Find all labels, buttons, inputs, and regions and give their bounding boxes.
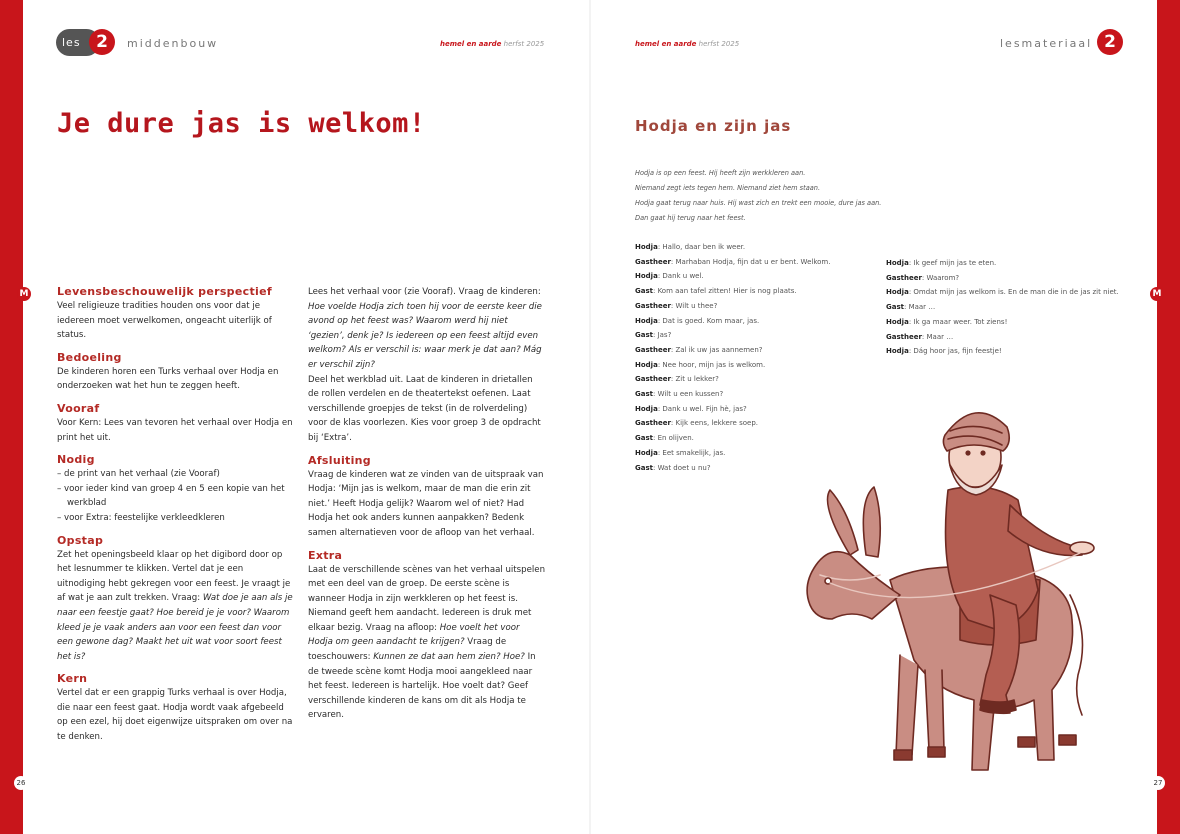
- list-item: – voor ieder kind van groep 4 en 5 een kopie van het werkblad: [57, 483, 285, 509]
- column-two: [308, 285, 546, 731]
- list-item: – voor Extra: feestelijke verkleedkleren: [57, 512, 225, 523]
- speaker-name: Gast: [635, 434, 653, 443]
- dialog-line: [635, 240, 875, 255]
- speaker-name: Hodja: [886, 317, 909, 326]
- read-story-text: [308, 285, 546, 373]
- opstap-text: [57, 548, 293, 665]
- lesson-number: 2: [89, 29, 115, 55]
- dialog-line: [635, 269, 875, 284]
- perspective-heading: Levensbeschouwelijk perspectief: [57, 285, 272, 298]
- dialog-line: [886, 271, 1136, 286]
- hodja-donkey-illustration: [770, 395, 1110, 775]
- speaker-line: : En olijven.: [652, 434, 694, 443]
- story-intro: [635, 166, 881, 226]
- speaker-name: Gast: [886, 303, 904, 312]
- intro-line: Niemand zegt iets tegen hem. Niemand ziet hem staan.: [635, 184, 821, 192]
- magazine-title: hemel en aarde: [440, 40, 502, 48]
- dialog-line: [886, 256, 1136, 271]
- goal-heading: Bedoeling: [57, 350, 122, 364]
- extra-text-part: Laat de verschillende scènes van het verhaal uitspelen met een deel van de groep. De eerste scène is wanneer Hodja in zijn werkkleren op het feest is. Niemand geeft hem aandacht. Iedereen is druk met elkaar bezig. Vraag na afloop:: [308, 564, 546, 633]
- dialog-line: [886, 344, 1136, 359]
- speaker-name: Gastheer: [635, 345, 671, 354]
- worksheet-text: Deel het werkblad uit. Laat de kinderen in drietallen de rollen verdelen en de theatertekst oefenen. Laat verschillende groepjes de tekst (in de rolverdeling) voor de klas voorlezen. Kies voor groep 3 de opdracht bij ‘Extra’.: [308, 374, 541, 443]
- speaker-line: : Eet smakelijk, jas.: [657, 448, 726, 457]
- kern-text: Vertel dat er een grappig Turks verhaal is over Hodja, die naar een feest gaat. Hodja wordt vaak afgebeeld op een ezel, hij doet eigenwijze uitspraken om over na te denken.: [57, 688, 293, 743]
- page-number-right: 27: [1151, 776, 1165, 790]
- extra-question: Hoe voelt het voor Hodja om geen aandacht te krijgen?: [308, 622, 520, 648]
- speaker-name: Gast: [635, 331, 653, 340]
- closing-text: Vraag de kinderen wat ze vinden van de uitspraak van Hodja: ‘Mijn jas is welkom, maar de man die erin zit niet.’ Heeft Hodja gelijk? Waarom wel of niet? Had Hodja het ook anders kunnen aanpakken? Bedenk samen alternatieven voor de afloop van het verhaal.: [308, 469, 544, 538]
- speaker-line: : Jas?: [652, 331, 672, 340]
- dialog-line: [886, 300, 1136, 315]
- column-one: [57, 285, 293, 753]
- magazine-header-right: [635, 40, 739, 48]
- opstap-instructions: Zet het openingsbeeld klaar op het digibord door op het lesnummer te klikken. Vertel dat je een uitnodiging hebt gekregen voor een feest. Je vraagt je af wat je aan zult trekken. Vraag:: [57, 549, 291, 604]
- magazine-issue: herfst 2025: [698, 40, 740, 48]
- section-label-left: middenbouw: [127, 37, 219, 50]
- speaker-name: Gast: [635, 463, 653, 472]
- speaker-line: : Kom aan tafel zitten! Hier is nog plaats.: [652, 287, 797, 296]
- opstap-heading: Opstap: [57, 533, 104, 547]
- speaker-line: : Waarom?: [921, 273, 960, 282]
- dialog-line: [886, 315, 1136, 330]
- speaker-name: Gast: [635, 287, 653, 296]
- speaker-line: : Dág hoor jas, fijn feestje!: [908, 347, 1002, 356]
- magazine-issue: herfst 2025: [503, 40, 545, 48]
- left-red-edge: [0, 0, 23, 834]
- speaker-line: : Zit u lekker?: [670, 375, 719, 384]
- preparation-text: Voor Kern: Lees van tevoren het verhaal over Hodja en print het uit.: [57, 417, 293, 443]
- dialog-line: [635, 284, 875, 299]
- intro-line: Hodja gaat terug naar huis. Hij wast zich en trekt een mooie, dure jas aan.: [635, 199, 882, 207]
- speaker-line: : Maar …: [921, 332, 954, 341]
- speaker-name: Gastheer: [635, 375, 671, 384]
- right-red-edge: [1157, 0, 1180, 834]
- dialog-line: [635, 343, 875, 358]
- dialog-line: [886, 285, 1136, 300]
- speaker-line: : Dat is goed. Kom maar, jas.: [657, 316, 760, 325]
- extra-question: Kunnen ze dat aan hem zien? Hoe?: [373, 652, 525, 663]
- opstap-questions: Wat doe je aan als je naar een feestje gaat? Hoe bereid je je voor? Waarom kleed je je vaak anders aan voor een feest dan voor een gewone dag? Maakt het uit wat voor soort feest het is?: [57, 593, 293, 662]
- dialog-line: [635, 372, 875, 387]
- speaker-line: : Ik ga maar weer. Tot ziens!: [908, 317, 1008, 326]
- intro-line: Hodja is op een feest. Hij heeft zijn werkkleren aan.: [635, 169, 806, 177]
- kern-heading: Kern: [57, 672, 88, 686]
- dialog-line: [635, 328, 875, 343]
- list-item: – de print van het verhaal (zie Vooraf): [57, 469, 220, 480]
- goal-text: De kinderen horen een Turks verhaal over Hodja en onderzoeken wat het hun te zeggen heeft.: [57, 366, 279, 392]
- speaker-line: : Ik geef mijn jas te eten.: [908, 259, 997, 267]
- speaker-line: : Wilt u een kussen?: [652, 390, 724, 399]
- intro-line: Dan gaat hij terug naar het feest.: [635, 214, 746, 222]
- magazine-title: hemel en aarde: [635, 40, 697, 48]
- lesson-number-right: 2: [1097, 29, 1123, 55]
- speaker-name: Gastheer: [635, 257, 671, 266]
- speaker-line: : Kijk eens, lekkere soep.: [670, 419, 758, 428]
- speaker-line: : Marhaban Hodja, fijn dat u er bent. Welkom.: [670, 257, 831, 266]
- speaker-line: : Omdat mijn jas welkom is. En de man die in de jas zit niet.: [908, 288, 1119, 297]
- page-gutter: [589, 0, 591, 834]
- speaker-name: Hodja: [635, 316, 658, 325]
- speaker-line: : Dank u wel. Fijn hè, jas?: [657, 404, 747, 413]
- dialog-line: [635, 299, 875, 314]
- speaker-name: Gastheer: [635, 301, 671, 310]
- speaker-name: Gastheer: [635, 419, 671, 428]
- dialog-line: [635, 358, 875, 373]
- extra-heading: Extra: [308, 548, 343, 562]
- speaker-name: Hodja: [635, 448, 658, 457]
- speaker-name: Hodja: [635, 272, 658, 281]
- read-story-questions: Hoe voelde Hodja zich toen hij voor de eerste keer die avond op het feest was? Waarom werd hij niet ‘gezien’, denk je? Is iedereen op een feest altijd even welkom? Als er verschil is: waar merk je dat aan? Mág er verschil zijn?: [308, 301, 542, 370]
- page-title: Je dure jas is welkom!: [57, 108, 426, 139]
- magazine-header-left: [440, 40, 544, 48]
- speaker-line: : Nee hoor, mijn jas is welkom.: [657, 360, 766, 369]
- speaker-line: : Maar …: [903, 303, 936, 312]
- dialog-line: [635, 314, 875, 329]
- section-label-right: lesmateriaal: [1000, 37, 1093, 50]
- side-marker-left: M: [17, 287, 31, 301]
- needed-list: [57, 467, 293, 525]
- perspective-text: Veel religieuze tradities houden ons voor dat je iedereen moet verwelkomen, ongeacht uiterlijk of status.: [57, 301, 272, 341]
- speaker-name: Gastheer: [886, 332, 922, 341]
- speaker-name: Hodja: [635, 404, 658, 413]
- dialog-line: [886, 330, 1136, 345]
- speaker-name: Hodja: [635, 360, 658, 369]
- speaker-name: Gast: [635, 390, 653, 399]
- speaker-name: Hodja: [886, 288, 909, 297]
- closing-heading: Afsluiting: [308, 453, 371, 467]
- speaker-line: : Hallo, daar ben ik weer.: [657, 243, 746, 251]
- dialog-line: [635, 255, 875, 270]
- extra-text-part: In de tweede scène komt Hodja mooi aangekleed naar het feest. Iedereen is hartelijk. Hoe voelt dat? Geef verschillende kinderen de kans om dit als Hodja te ervaren.: [308, 652, 536, 721]
- speaker-line: : Dank u wel.: [657, 272, 704, 281]
- needed-heading: Nodig: [57, 453, 95, 467]
- side-marker-right: M: [1150, 287, 1164, 301]
- read-story-instruction: Lees het verhaal voor (zie Vooraf). Vraag de kinderen:: [308, 287, 541, 297]
- speaker-name: Gastheer: [886, 273, 922, 282]
- speaker-name: Hodja: [635, 243, 658, 251]
- lesson-badge: [56, 29, 116, 56]
- speaker-name: Hodja: [886, 347, 909, 356]
- speaker-line: : Zal ik uw jas aannemen?: [670, 345, 763, 354]
- preparation-heading: Vooraf: [57, 401, 100, 415]
- extra-text-part: Vraag de toeschouwers:: [308, 637, 507, 663]
- extra-text: [308, 563, 546, 724]
- les-label: les: [56, 29, 100, 56]
- speaker-line: : Wat doet u nu?: [652, 463, 711, 472]
- speaker-line: : Wilt u thee?: [670, 301, 718, 310]
- speaker-name: Hodja: [886, 259, 909, 267]
- page-number-left: 26: [14, 776, 28, 790]
- story-title: Hodja en zijn jas: [635, 117, 792, 135]
- dialog-column-right: [886, 256, 1136, 359]
